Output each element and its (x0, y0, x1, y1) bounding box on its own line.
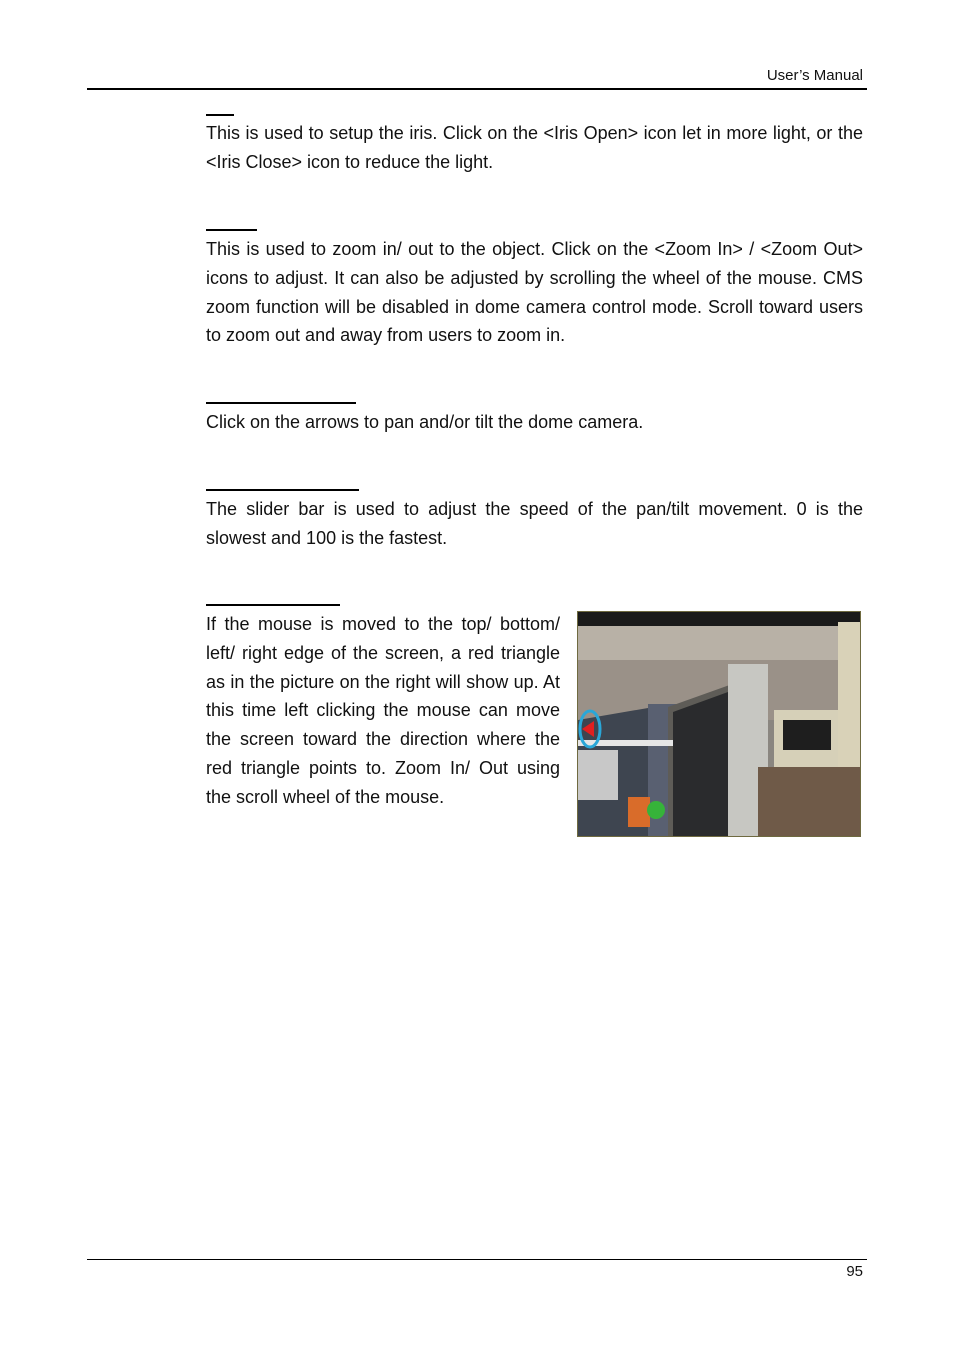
paragraph-mouse-control: If the mouse is moved to the top/ bottom/ left/ right edge of the screen, a red triangle as in the picture on the right will show up. At this time left clicking the mouse can move the screen toward the direction where the red triangle points to. Zoom In/ Out using the scroll wheel of the mouse. (206, 614, 560, 807)
paragraph-speed: The slider bar is used to adjust the speed of the pan/tilt movement. 0 is the slowest and 100 is the fastest. (206, 499, 863, 548)
section-heading-underline-iris (206, 114, 234, 116)
paragraph-zoom: This is used to zoom in/ out to the object. Click on the <Zoom In> / <Zoom Out> icons to adjust. It can also be adjusted by scrolling the wheel of the mouse. CMS zoom function will be disabled in dome camera control mode. Scroll toward users to zoom out and away from users to zoom in. (206, 239, 863, 346)
section-heading-underline-mouse (206, 604, 340, 606)
header-rule (87, 88, 867, 90)
running-header: User’s Manual (766, 67, 863, 84)
page-number: 95 (846, 1263, 863, 1280)
section-heading-underline-speed (206, 489, 359, 491)
camera-view-screenshot (577, 611, 861, 837)
paragraph-iris: This is used to setup the iris. Click on the <Iris Open> icon let in more light, or the <Iris Close> icon to reduce the light. (206, 123, 863, 172)
paragraph-pan-tilt: Click on the arrows to pan and/or tilt the dome camera. (206, 412, 644, 432)
section-heading-underline-pan-tilt (206, 402, 356, 404)
section-heading-underline-zoom (206, 229, 257, 231)
footer-rule (87, 1259, 867, 1260)
